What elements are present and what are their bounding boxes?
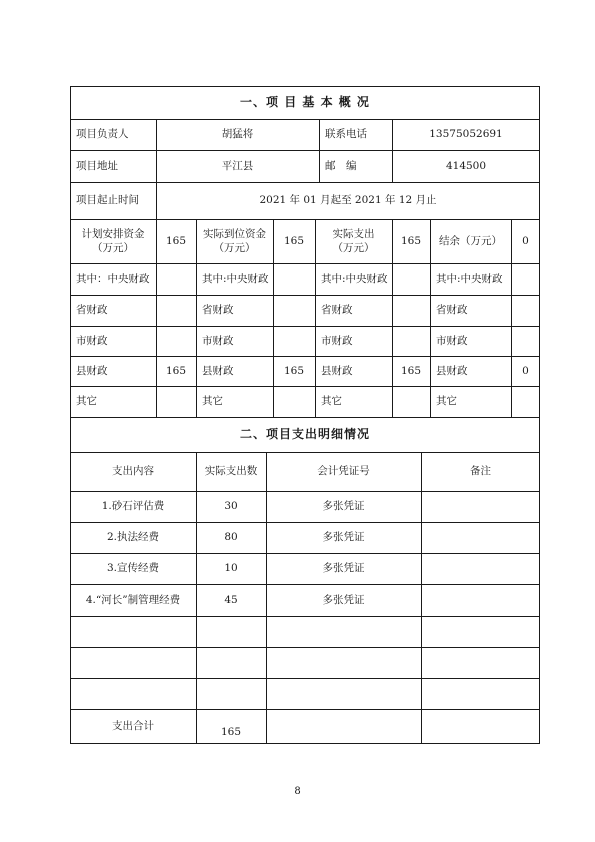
expense-amount: 80	[224, 531, 238, 544]
leader-label: 项目负责人	[76, 128, 129, 141]
received-funds-label-line1: 实际到位资金	[203, 227, 266, 240]
expense-content	[70, 647, 196, 678]
fund-source-value	[156, 386, 196, 417]
expense-note	[421, 616, 540, 647]
fund-source-label: 省财政	[436, 304, 468, 317]
expense-voucher	[266, 678, 421, 709]
fund-source-label: 市财政	[321, 334, 353, 347]
received-funds-label-line2: （万元）	[213, 242, 256, 254]
expense-amount	[196, 678, 266, 709]
fund-source-value	[273, 263, 315, 295]
expense-content	[70, 616, 196, 647]
balance-label: 结余（万元）	[439, 234, 502, 247]
column-header-content: 支出内容	[112, 465, 154, 478]
fund-source-label: 市财政	[202, 334, 234, 347]
fund-source-value: 165	[400, 364, 422, 377]
expense-amount: 45	[224, 593, 238, 606]
expense-amount: 30	[224, 500, 238, 513]
fund-source-value	[156, 326, 196, 356]
postcode-label: 邮 编	[325, 159, 357, 172]
expense-amount: 10	[224, 562, 238, 575]
expense-note	[421, 647, 540, 678]
fund-source-label: 其中:中央财政	[436, 272, 503, 285]
expense-content: 3.宣传经费	[106, 562, 160, 575]
total-label: 支出合计	[112, 719, 154, 732]
fund-source-value	[511, 295, 540, 326]
phone-value: 13575052691	[429, 128, 503, 141]
fund-source-value	[511, 326, 540, 356]
fund-source-value	[273, 386, 315, 417]
received-funds-label	[196, 219, 273, 263]
fund-source-label: 县财政	[436, 364, 468, 377]
address-value: 平江县	[221, 159, 254, 172]
expense-content: 2.执法经费	[106, 531, 160, 544]
total-value: 165	[220, 725, 242, 738]
expense-voucher	[266, 616, 421, 647]
fund-source-label: 省财政	[202, 304, 234, 317]
expense-voucher: 多张凭证	[322, 593, 365, 606]
fund-source-label: 其中：中央财政	[76, 272, 150, 285]
expense-content	[70, 678, 196, 709]
fund-source-label: 其它	[202, 395, 223, 408]
page-number: 8	[294, 786, 301, 797]
planned-funds-label-line1: 计划安排资金	[81, 227, 145, 240]
planned-funds-label-line2: （万元）	[92, 242, 134, 254]
spent-funds-label	[315, 219, 392, 263]
fund-source-value	[392, 326, 430, 356]
postcode-value: 414500	[445, 159, 487, 172]
fund-source-label: 市财政	[436, 334, 468, 347]
expense-voucher: 多张凭证	[322, 562, 365, 575]
fund-source-label: 其中:中央财政	[202, 272, 269, 285]
table-border-bottom	[70, 743, 540, 744]
column-header-note: 备注	[470, 465, 491, 478]
column-header-amount: 实际支出数	[204, 465, 258, 478]
section2-title: 二、项目支出明细情况	[239, 427, 370, 442]
planned-funds-value: 165	[165, 234, 187, 247]
spent-funds-label-line2: （万元）	[332, 242, 375, 254]
fund-source-value	[273, 295, 315, 326]
fund-source-label: 省财政	[321, 304, 353, 317]
expense-content: 4.“河长”制管理经费	[85, 593, 181, 606]
expense-note	[421, 553, 540, 584]
fund-source-label: 其它	[436, 395, 457, 408]
fund-source-value	[392, 386, 430, 417]
fund-source-value: 165	[165, 364, 187, 377]
expense-voucher: 多张凭证	[322, 531, 365, 544]
section1-title: 一、项 目 基 本 概 况	[240, 95, 370, 110]
fund-source-label: 市财政	[76, 334, 108, 347]
expense-voucher	[266, 647, 421, 678]
period-value: 2021 年 01 月起至 2021 年 12 月止	[259, 194, 437, 207]
fund-source-label: 省财政	[76, 304, 108, 317]
expense-note	[421, 522, 540, 553]
fund-source-value	[156, 263, 196, 295]
leader-value: 胡猛将	[221, 128, 254, 141]
fund-source-value: 165	[283, 364, 305, 377]
fund-source-value	[273, 326, 315, 356]
fund-source-label: 县财政	[76, 364, 108, 377]
expense-note	[421, 584, 540, 616]
fund-source-value	[511, 386, 540, 417]
expense-note	[421, 678, 540, 709]
fund-source-value	[392, 295, 430, 326]
expense-content: 1.砂石评估费	[101, 500, 165, 513]
expense-amount	[196, 616, 266, 647]
fund-source-label: 县财政	[321, 364, 353, 377]
received-funds-value: 165	[283, 234, 305, 247]
expense-voucher: 多张凭证	[322, 500, 365, 513]
fund-source-label: 其中:中央财政	[321, 272, 388, 285]
phone-label: 联系电话	[325, 128, 367, 141]
spent-funds-value: 165	[400, 234, 422, 247]
expense-amount	[196, 647, 266, 678]
fund-source-label: 县财政	[202, 364, 234, 377]
expense-note	[421, 491, 540, 522]
fund-source-value: 0	[522, 364, 529, 377]
fund-source-label: 其它	[76, 395, 97, 408]
planned-funds-label	[70, 219, 156, 263]
spent-funds-label-line1: 实际支出	[332, 227, 375, 240]
fund-source-value	[511, 263, 540, 295]
fund-source-value	[156, 295, 196, 326]
fund-source-label: 其它	[321, 395, 342, 408]
balance-value: 0	[522, 234, 529, 247]
fund-source-value	[392, 263, 430, 295]
column-header-voucher: 会计凭证号	[317, 465, 370, 478]
address-label: 项目地址	[76, 159, 118, 172]
project-form-table	[70, 86, 540, 744]
period-label: 项目起止时间	[76, 194, 139, 207]
